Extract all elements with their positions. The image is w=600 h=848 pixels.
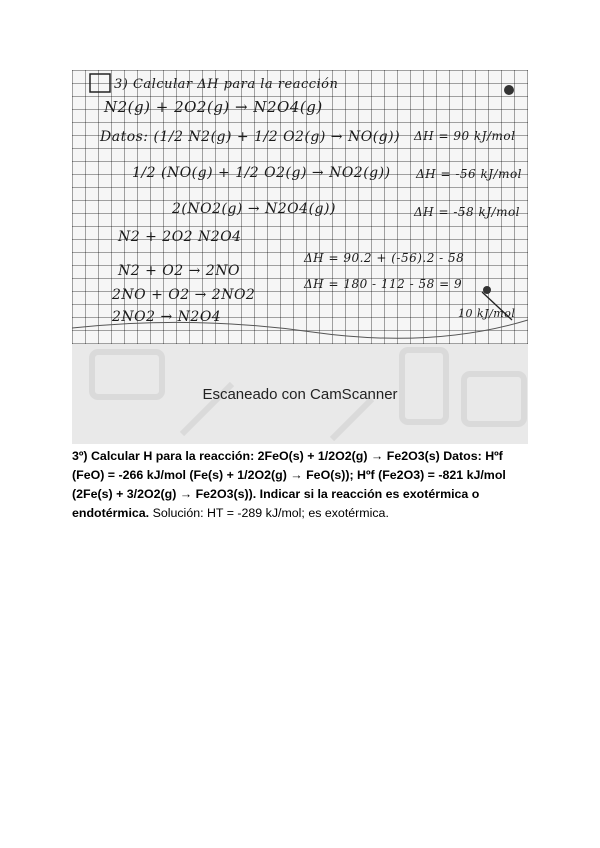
handwriting-line-9-dh: 10 kJ/mol bbox=[458, 307, 516, 320]
camscanner-watermark-text: Escaneado con CamScanner bbox=[202, 386, 398, 403]
handwriting-line-5: 2(NO2(g) → N2O4(g)) bbox=[172, 201, 336, 217]
handwriting-line-3: Datos: (1/2 N2(g) + 1/2 O2(g) → NO(g)) bbox=[100, 129, 401, 145]
handwriting-line-5-dh: ΔH = -58 kJ/mol bbox=[414, 205, 521, 219]
question-solution: Solución: HT = -289 kJ/mol; es exotérmica. bbox=[149, 506, 389, 520]
handwriting-line-1: 3) Calcular ΔH para la reacción bbox=[114, 77, 339, 92]
camscanner-banner bbox=[72, 344, 528, 444]
handwriting-line-9: 2NO2 → N2O4 bbox=[112, 309, 222, 325]
handwriting-line-8: 2NO + O2 → 2NO2 bbox=[112, 287, 256, 303]
handwriting-line-4-dh: ΔH = -56 kJ/mol bbox=[416, 167, 523, 181]
handwriting-line-2: N2(g) + 2O2(g) → N2O4(g) bbox=[104, 98, 323, 116]
question-statement: 3º) Calcular H para la reacción: 2FeO(s) + 1/2O2(g) → Fe2O3(s) Datos: Hºf (FeO) = -266 kJ/mol (Fe(s) + 1/2O2(g) → FeO(s)); Hºf (Fe2O3) = -821 kJ/mol (2Fe(s) + 3/2O2(g) → Fe2O3(s)). Indicar si la reacción es exotérmica o endotérmica. bbox=[72, 449, 506, 520]
handwriting-line-7: N2 + O2 → 2NO bbox=[118, 263, 240, 279]
handwriting-line-3-dh: ΔH = 90 kJ/mol bbox=[414, 129, 516, 143]
pen-dot bbox=[504, 85, 514, 95]
handwriting-line-8-dh: ΔH = 180 - 112 - 58 = 9 bbox=[304, 277, 463, 291]
scanned-image bbox=[72, 70, 528, 444]
handwriting-line-6: N2 + 2O2 N2O4 bbox=[118, 229, 242, 245]
pen-dot-2 bbox=[483, 286, 491, 294]
handwritten-notes-photo bbox=[72, 70, 528, 344]
handwriting-line-4: 1/2 (NO(g) + 1/2 O2(g) → NO2(g)) bbox=[132, 165, 391, 181]
handwriting-line-7-dh: ΔH = 90.2 + (-56).2 - 58 bbox=[304, 251, 465, 265]
question-paragraph bbox=[72, 447, 530, 523]
problem-number-box bbox=[90, 74, 110, 92]
